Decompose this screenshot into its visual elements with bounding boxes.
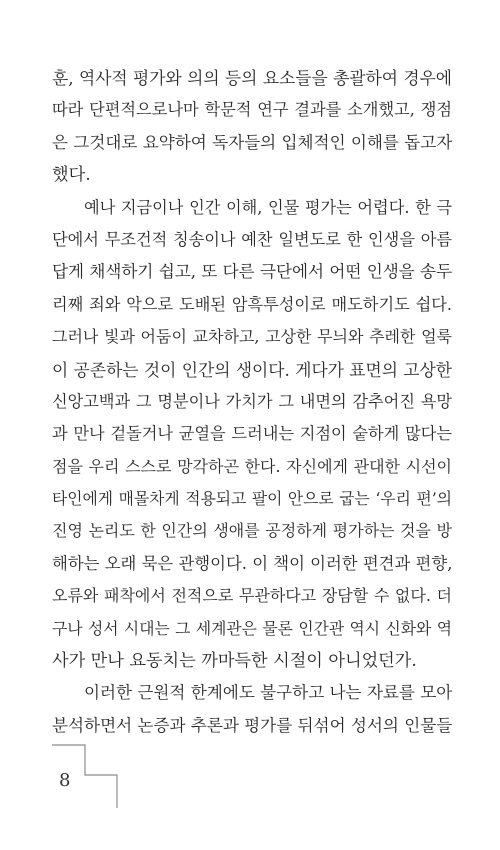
text-line: 사가 만나 요동치는 까마득한 시절이 아니었던가. bbox=[52, 651, 417, 672]
text-line: 따라 단편적으로나마 학문적 연구 결과를 소개했고, 쟁점 bbox=[52, 100, 452, 120]
text-line: 신앙고백과 그 명분이나 가치가 그 내면의 감추어진 욕망 bbox=[52, 391, 452, 411]
text-line: 예나 지금이나 인간 이해, 인물 평가는 어렵다. 한 극 bbox=[84, 197, 452, 217]
text-line: 은 그것대로 요약하여 독자들의 입체적인 이해를 돕고자 bbox=[52, 132, 453, 152]
text-line: 점을 우리 스스로 망각하곤 한다. 자신에게 관대한 시선이 bbox=[52, 456, 452, 476]
text-line: 구나 성서 시대는 그 세계관은 물론 인간관 역시 신화와 역 bbox=[52, 618, 452, 638]
text-line: 했다. bbox=[52, 165, 91, 186]
text-line: 리째 죄와 악으로 도배된 암흑투성이로 매도하기도 쉽다. bbox=[52, 294, 452, 314]
text-line: 이러한 근원적 한계에도 불구하고 나는 자료를 모아 bbox=[84, 683, 453, 703]
text-line: 답게 채색하기 쉽고, 또 다른 극단에서 어떤 인생을 송두 bbox=[52, 262, 453, 282]
text-line: 해하는 오래 묵은 관행이다. 이 책이 이러한 편견과 편향, bbox=[52, 553, 453, 573]
text-line: 그러나 빛과 어둠이 교차하고, 고상한 무늬와 추레한 얼룩 bbox=[52, 327, 452, 347]
text-line: 진영 논리도 한 인간의 생애를 공정하게 평가하는 것을 방 bbox=[52, 521, 452, 541]
text-line: 오류와 패착에서 전적으로 무관하다고 장담할 수 없다. 더 bbox=[52, 586, 452, 606]
text-line: 과 만나 겉돌거나 균열을 드러내는 지점이 숱하게 많다는 bbox=[52, 424, 452, 444]
page-number: 8 bbox=[59, 770, 71, 791]
text-line: 분석하면서 논증과 추론과 평가를 뒤섞어 성서의 인물들 bbox=[52, 715, 453, 735]
text-line: 타인에게 매몰차게 적용되고 팔이 안으로 굽는 ‘우리 편’의 bbox=[52, 489, 452, 509]
text-line: 훈, 역사적 평가와 의의 등의 요소들을 총괄하여 경우에 bbox=[52, 68, 452, 88]
text-line: 단에서 무조건적 칭송이나 예찬 일변도로 한 인생을 아름 bbox=[52, 229, 452, 249]
text-line: 이 공존하는 것이 인간의 생이다. 게다가 표면의 고상한 bbox=[52, 359, 452, 380]
